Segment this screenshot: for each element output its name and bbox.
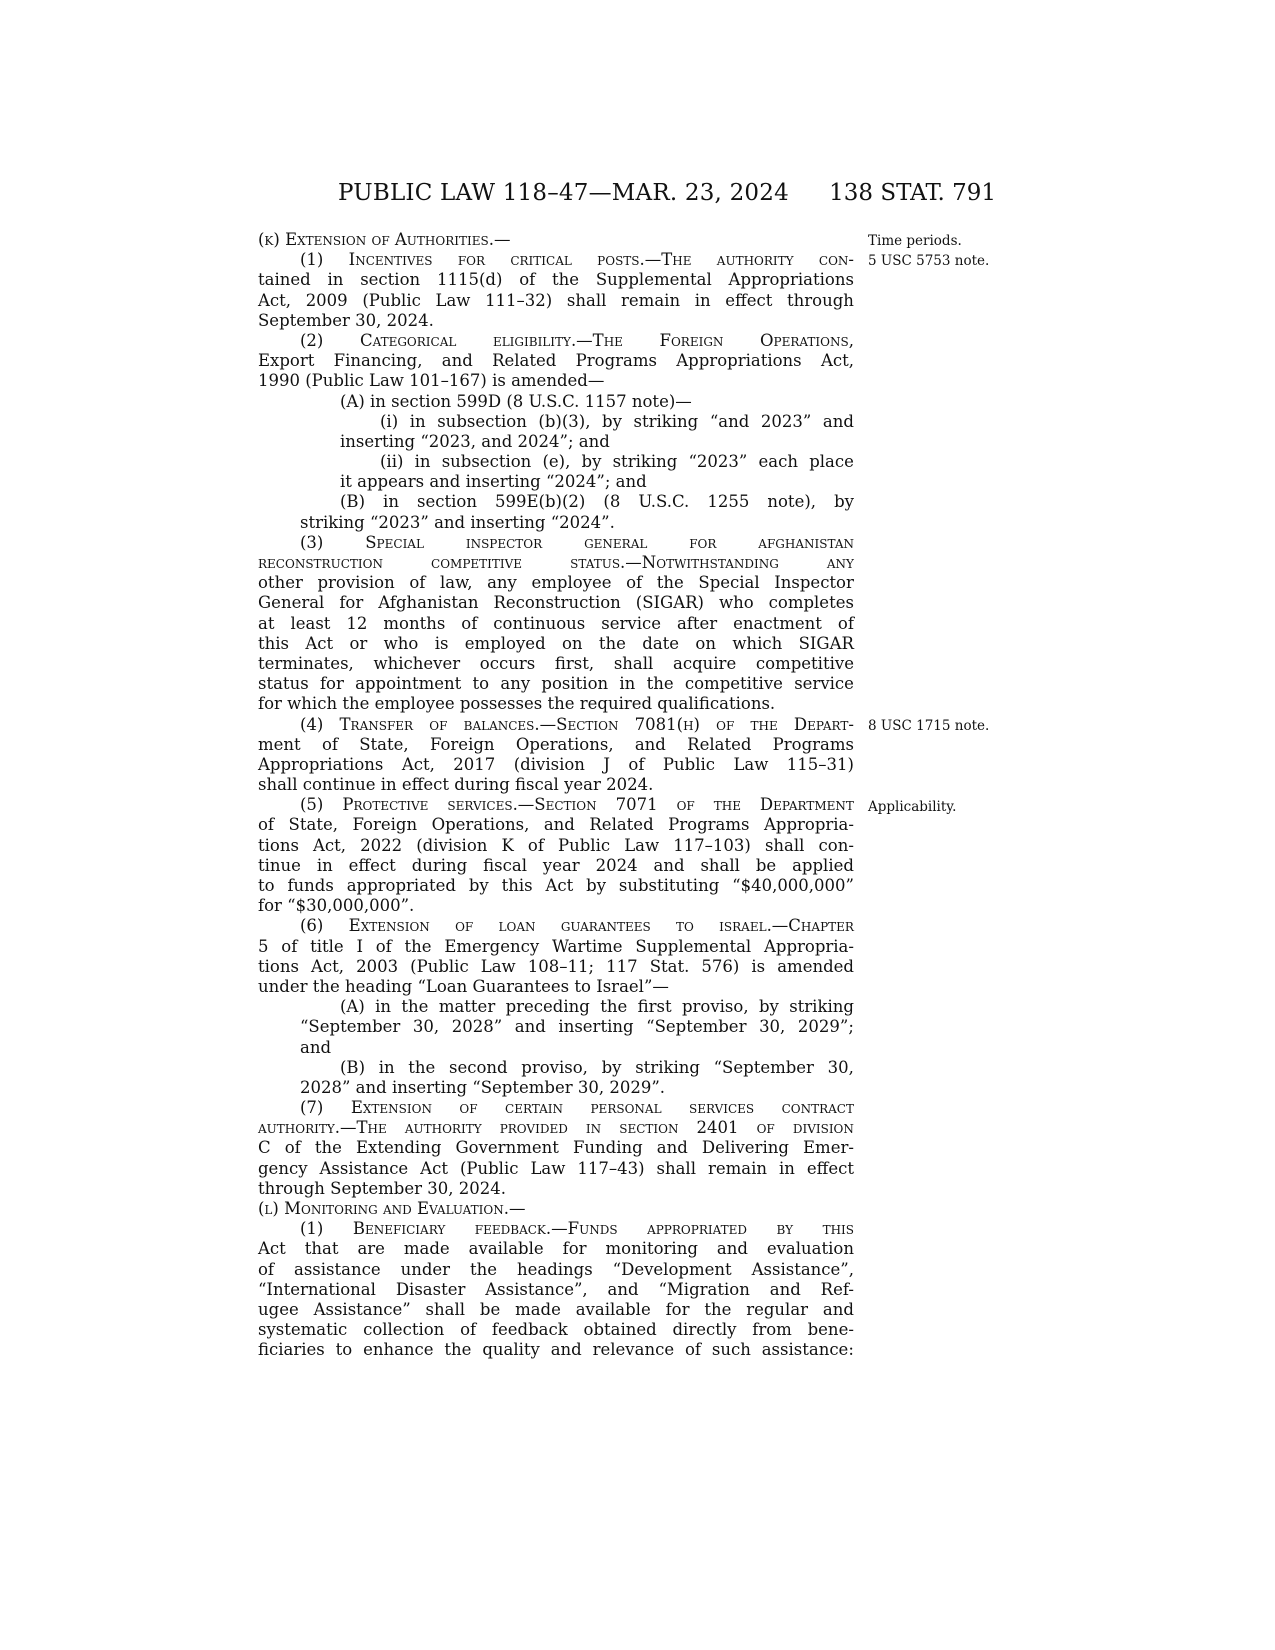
text-line: and (300, 1037, 332, 1057)
text-line: “International Disaster Assistance”, and “Migration and Ref- (258, 1279, 854, 1299)
text-line: September 30, 2024. (258, 310, 434, 330)
text-line: for “$30,000,000”. (258, 896, 415, 916)
text-line: ugee Assistance” shall be made available for the regular and (258, 1299, 854, 1319)
text-line: (4) Transfer of balances.—Section 7081(h) of the Depart- (300, 714, 854, 734)
text-line: terminates, whichever occurs first, shall acquire competitive (258, 653, 854, 673)
text-line: this Act or who is employed on the date on which SIGAR (258, 633, 854, 653)
text-line: striking “2023” and inserting “2024”. (300, 512, 615, 532)
text-line: (ii) in subsection (e), by striking “2023” each place (380, 452, 854, 472)
text-line: tinue in effect during fiscal year 2024 and shall be applied (258, 855, 854, 875)
text-line: tions Act, 2022 (division K of Public Law 117–103) shall con- (258, 835, 854, 855)
text-line: Appropriations Act, 2017 (division J of Public Law 115–31) (258, 754, 854, 774)
text-line: 1990 (Public Law 101–167) is amended— (258, 371, 605, 391)
text-line: Act, 2009 (Public Law 111–32) shall remain in effect through (258, 290, 854, 310)
text-line: (5) Protective services.—Section 7071 of the Department (300, 795, 854, 815)
text-line: (l) Monitoring and Evaluation.— (258, 1199, 526, 1218)
text-line: (B) in section 599E(b)(2) (8 U.S.C. 1255 note), by (340, 492, 854, 512)
text-line: tions Act, 2003 (Public Law 108–11; 117 Stat. 576) is amended (258, 956, 854, 976)
text-line: reconstruction competitive status.—Notwithstanding any (258, 553, 854, 572)
text-line: (B) in the second proviso, by striking “September 30, (340, 1057, 854, 1077)
text-line: gency Assistance Act (Public Law 117–43) shall remain in effect (258, 1158, 854, 1178)
text-line: shall continue in effect during fiscal year 2024. (258, 775, 654, 795)
text-line: of assistance under the headings “Development Assistance”, (258, 1259, 854, 1279)
text-line: ment of State, Foreign Operations, and Related Programs (258, 734, 854, 754)
text-line: status for appointment to any position in the competitive service (258, 674, 854, 694)
text-line: other provision of law, any employee of the Special Inspector (258, 573, 854, 593)
margin-note-time-periods: Time periods. (868, 233, 962, 249)
text-line: under the heading “Loan Guarantees to Israel”— (258, 976, 669, 996)
text-line: (A) in section 599D (8 U.S.C. 1157 note)— (340, 391, 692, 411)
text-line: of State, Foreign Operations, and Related Programs Appropria- (258, 815, 854, 835)
text-line: to funds appropriated by this Act by substituting “$40,000,000” (258, 876, 854, 895)
text-line: it appears and inserting “2024”; and (340, 472, 647, 492)
page-header (258, 180, 996, 220)
margin-note-usc-1715: 8 USC 1715 note. (868, 718, 990, 734)
text-line: ficiaries to enhance the quality and relevance of such assistance: (258, 1340, 854, 1360)
text-line: (A) in the matter preceding the first proviso, by striking (340, 997, 854, 1017)
text-line: (6) Extension of loan guarantees to israel.—Chapter (300, 916, 854, 936)
running-head: PUBLIC LAW 118–47—MAR. 23, 2024 (338, 180, 789, 206)
section-body (258, 230, 854, 1361)
text-line: 2028” and inserting “September 30, 2029”. (300, 1077, 666, 1097)
margin-note-usc-5753: 5 USC 5753 note. (868, 253, 990, 269)
text-line: (1) Incentives for critical posts.—The authority con- (300, 250, 854, 270)
text-line: (3) Special inspector general for afghanistan (300, 532, 854, 552)
text-line: (k) Extension of Authorities.— (258, 230, 511, 249)
text-line: C of the Extending Government Funding and Delivering Emer- (258, 1138, 854, 1158)
text-line: (7) Extension of certain personal services contract (300, 1098, 854, 1118)
text-line: tained in section 1115(d) of the Supplemental Appropriations (258, 270, 854, 290)
text-line: “September 30, 2028” and inserting “September 30, 2029”; (300, 1017, 854, 1037)
text-line: Act that are made available for monitoring and evaluation (258, 1239, 854, 1259)
text-line: Export Financing, and Related Programs Appropriations Act, (258, 351, 854, 371)
statute-page-reference: 138 STAT. 791 (829, 180, 996, 206)
text-line: systematic collection of feedback obtained directly from bene- (258, 1320, 854, 1340)
text-line: inserting “2023, and 2024”; and (340, 431, 610, 451)
text-line: authority.—The authority provided in section 2401 of division (258, 1118, 854, 1138)
text-line: for which the employee possesses the required qualifications. (258, 694, 776, 714)
text-line: through September 30, 2024. (258, 1178, 506, 1198)
text-line: 5 of title I of the Emergency Wartime Supplemental Appropria- (258, 936, 854, 956)
text-line: General for Afghanistan Reconstruction (SIGAR) who completes (258, 593, 854, 613)
margin-note-applicability: Applicability. (868, 799, 957, 815)
text-line: (i) in subsection (b)(3), by striking “and 2023” and (380, 411, 854, 431)
text-line: at least 12 months of continuous service after enactment of (258, 613, 854, 633)
text-line: (1) Beneficiary feedback.—Funds appropriated by this (300, 1219, 854, 1239)
text-line: (2) Categorical eligibility.—The Foreign Operations, (300, 330, 854, 350)
